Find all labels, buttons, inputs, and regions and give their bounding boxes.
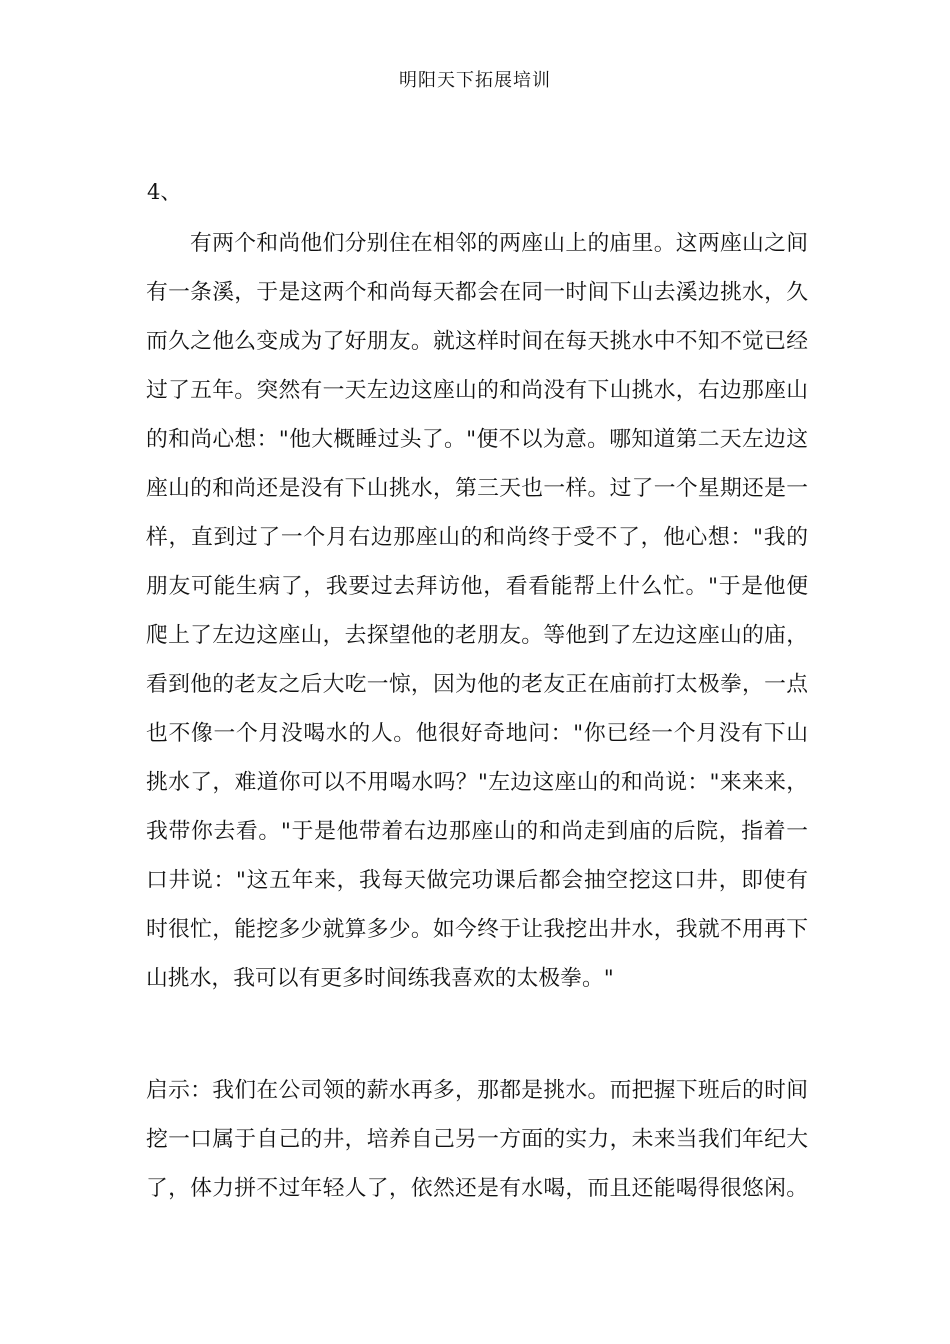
- section-number: 4、: [147, 180, 182, 204]
- insight-line: 启示：我们在公司领的薪水再多，那都是挑水。而把握下班后的时间: [146, 1078, 808, 1103]
- story-line: 口井说："这五年来，我每天做完功课后都会抽空挖这口井，即使有: [146, 868, 808, 893]
- story-line: 朋友可能生病了，我要过去拜访他，看看能帮上什么忙。"于是他便: [146, 574, 808, 599]
- insight-line: 了，体力拼不过年轻人了，依然还是有水喝，而且还能喝得很悠闲。: [146, 1176, 808, 1201]
- story-line: 我带你去看。"于是他带着右边那座山的和尚走到庙的后院，指着一: [146, 819, 808, 844]
- story-line: 也不像一个月没喝水的人。他很好奇地问："你已经一个月没有下山: [146, 721, 808, 746]
- story-line: 的和尚心想："他大概睡过头了。"便不以为意。哪知道第二天左边这: [146, 427, 808, 452]
- story-line: 爬上了左边这座山，去探望他的老朋友。等他到了左边这座山的庙，: [146, 623, 808, 648]
- story-line: 座山的和尚还是没有下山挑水，第三天也一样。过了一个星期还是一: [146, 476, 808, 501]
- page-header-title: 明阳天下拓展培训: [399, 70, 551, 91]
- insight-line: 挖一口属于自己的井，培养自己另一方面的实力，未来当我们年纪大: [146, 1127, 808, 1152]
- story-line: 有两个和尚他们分别住在相邻的两座山上的庙里。这两座山之间: [190, 231, 808, 256]
- story-line: 山挑水，我可以有更多时间练我喜欢的太极拳。": [146, 966, 614, 991]
- story-line: 样，直到过了一个月右边那座山的和尚终于受不了，他心想："我的: [146, 525, 808, 550]
- insight-paragraph: [146, 1066, 808, 1213]
- story-line: 挑水了，难道你可以不用喝水吗？"左边这座山的和尚说："来来来，: [146, 770, 808, 795]
- story-line: 而久之他么变成为了好朋友。就这样时间在每天挑水中不知不觉已经: [146, 329, 808, 354]
- story-line: 过了五年。突然有一天左边这座山的和尚没有下山挑水，右边那座山: [146, 378, 808, 403]
- story-paragraph: [146, 219, 808, 1003]
- story-line: 时很忙，能挖多少就算多少。如今终于让我挖出井水，我就不用再下: [146, 917, 808, 942]
- story-line: 有一条溪，于是这两个和尚每天都会在同一时间下山去溪边挑水，久: [146, 280, 808, 305]
- story-line: 看到他的老友之后大吃一惊，因为他的老友正在庙前打太极拳，一点: [146, 672, 808, 697]
